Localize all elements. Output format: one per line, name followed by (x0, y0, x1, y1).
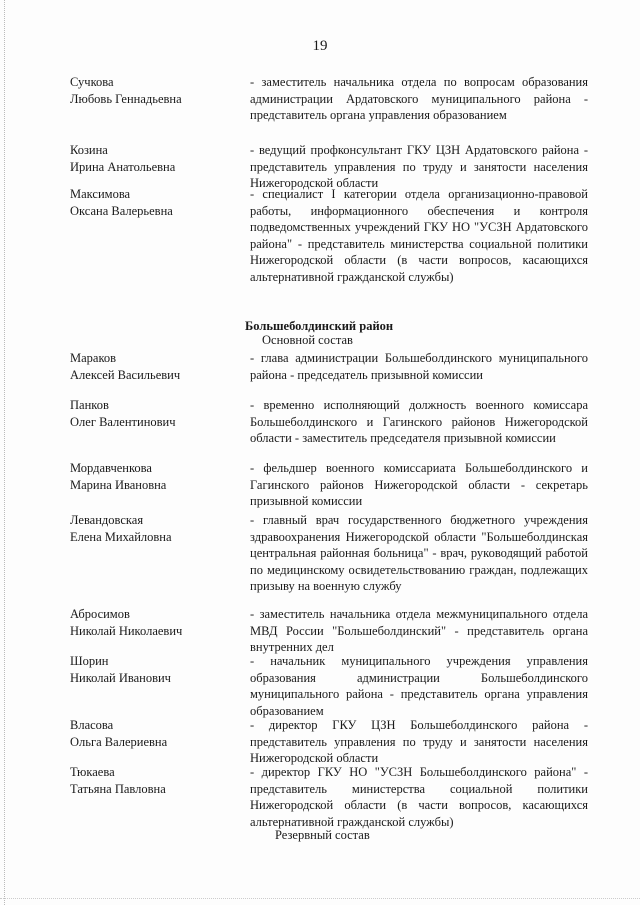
member-name (70, 653, 240, 686)
member-role: - глава администрации Большеболдинского муниципального района - председатель призывной комиссии (250, 351, 588, 382)
member-role: - главный врач государственного бюджетного учреждения здравоохранения Нижегородской области "Большеболдинская центральная районная больница" - врач, руководящий работой по медицинскому освидетельствованию граждан, подлежащих призыву на военную службу (250, 513, 588, 593)
member-role: - заместитель начальника отдела по вопросам образования администрации Ардатовского муниципального района - представитель органа управления образованием (250, 75, 588, 122)
member-surname: Левандовская (70, 513, 144, 527)
scan-edge-bottom (0, 898, 640, 899)
member-surname: Абросимов (70, 607, 130, 621)
member-name (70, 350, 240, 383)
member-name (70, 186, 240, 219)
member-given-names: Алексей Васильевич (70, 367, 181, 382)
member-surname: Мараков (70, 351, 117, 365)
member-name (70, 512, 240, 545)
member-surname: Сучкова (70, 75, 114, 89)
page-number: 19 (312, 38, 328, 54)
member-role: - временно исполняющий должность военного комиссара Большеболдинского и Гагинского районов Нижегородской области - заместитель председателя призывной комиссии (250, 398, 588, 445)
section-title: Большеболдинский район (245, 319, 394, 333)
member-name (70, 717, 240, 750)
member-role: - ведущий профконсультант ГКУ ЦЗН Ардатовского района - представитель управления по труду и занятости населения Нижегородской области (250, 143, 588, 190)
member-name (70, 397, 240, 430)
member-given-names: Ольга Валериевна (70, 734, 168, 749)
main-composition-heading: Основной состав (262, 333, 353, 347)
member-given-names: Татьяна Павловна (70, 781, 166, 796)
member-role: - фельдшер военного комиссариата Большеболдинского и Гагинского районов Нижегородской области - секретарь призывной комиссии (250, 461, 588, 508)
member-given-names: Николай Иванович (70, 670, 171, 685)
member-name (70, 460, 240, 493)
reserve-composition-heading: Резервный состав (275, 828, 370, 842)
scan-edge-left (4, 0, 5, 905)
member-given-names: Марина Ивановна (70, 477, 167, 492)
member-name (70, 606, 240, 639)
member-name (70, 74, 240, 107)
member-role: - заместитель начальника отдела межмуниципального отдела МВД России "Большеболдинский" - представитель органа внутренних дел (250, 607, 588, 654)
member-surname: Власова (70, 718, 114, 732)
member-given-names: Оксана Валерьевна (70, 203, 173, 218)
member-name (70, 764, 240, 797)
member-given-names: Любовь Геннадьевна (70, 91, 182, 106)
member-given-names: Ирина Анатольевна (70, 159, 176, 174)
member-given-names: Николай Николаевич (70, 623, 183, 638)
member-role: - директор ГКУ НО "УСЗН Большеболдинского района" - представитель министерства социальной политики Нижегородской области (в части вопросов, касающихся альтернативной гражданской службы) (250, 765, 588, 829)
member-surname: Максимова (70, 187, 131, 201)
member-given-names: Олег Валентинович (70, 414, 176, 429)
member-role: - начальник муниципального учреждения управления образования администрации Большеболдинского муниципального района - представитель органа управления образованием (250, 654, 588, 718)
member-role: - специалист I категории отдела организационно-правовой работы, информационного обеспечения и контроля подведомственных учреждений ГКУ НО "УСЗН Ардатовского района" - представитель министерства социальной политики Нижегородской области (в части вопросов, касающихся альтернативной гражданской службы) (250, 187, 588, 284)
member-surname: Панков (70, 398, 109, 412)
member-surname: Тюкаева (70, 765, 115, 779)
member-surname: Шорин (70, 654, 109, 668)
member-given-names: Елена Михайловна (70, 529, 172, 544)
member-surname: Козина (70, 143, 108, 157)
member-name (70, 142, 240, 175)
member-role: - директор ГКУ ЦЗН Большеболдинского района - представитель управления по труду и занятости населения Нижегородской области (250, 718, 588, 765)
member-surname: Мордавченкова (70, 461, 152, 475)
